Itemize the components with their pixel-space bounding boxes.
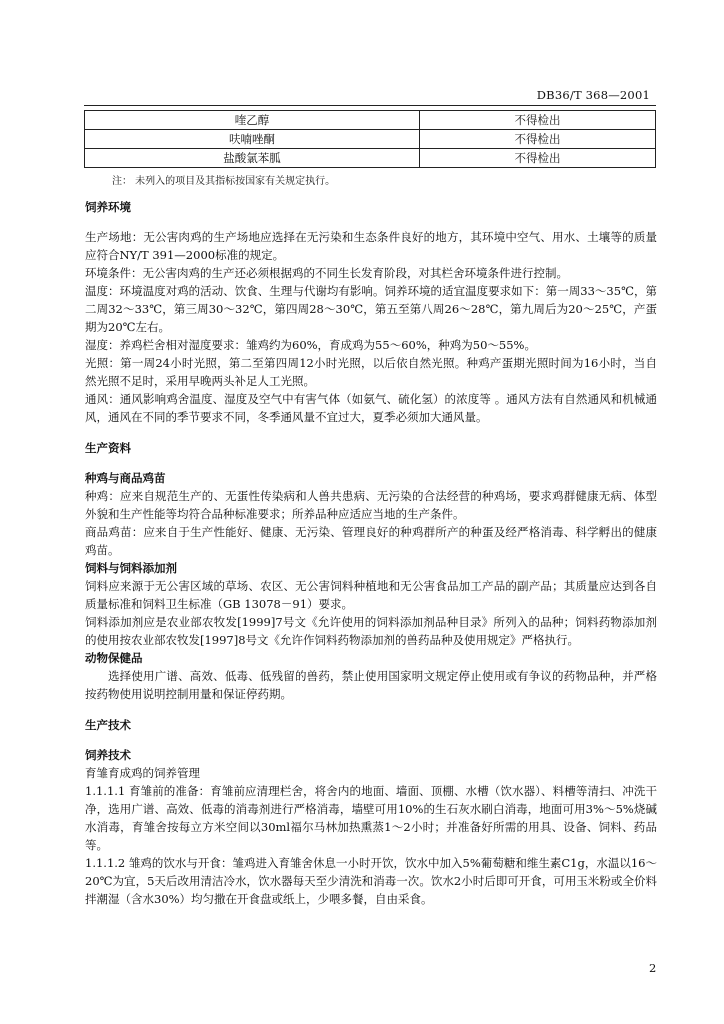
- document-body: [85, 198, 657, 908]
- table-cell-item: 喹乙醇: [85, 111, 420, 130]
- paragraph: 光照：第一周24小时光照，第二至第四周12小时光照，以后依自然光照。种鸡产蛋期光照时间为16小时，当自然光照不足时，采用早晚两头补足人工光照。: [85, 356, 657, 388]
- paragraph: 环境条件：无公害肉鸡的生产还必须根据鸡的不同生长发育阶段，对其栏舍环境条件进行控制。: [85, 266, 568, 280]
- table-row: [85, 130, 656, 149]
- table-cell-limit: 不得检出: [420, 130, 656, 149]
- residue-limit-table: [84, 110, 656, 168]
- paragraph: 商品鸡苗：应来自于生产性能好、健康、无污染、管理良好的种鸡群所产的种蛋及经严格消毒、科学孵出的健康鸡苗。: [85, 525, 657, 557]
- subsection-heading-breed: 种鸡与商品鸡苗: [85, 471, 166, 485]
- page-number: 2: [649, 961, 657, 975]
- subsection-title: 育雏育成鸡的饲养管理: [85, 766, 200, 780]
- section-heading-materials: 生产资料: [85, 441, 131, 455]
- table-cell-item: 呋喃唑酮: [85, 130, 420, 149]
- paragraph: 通风：通风影响鸡舍温度、湿度及空气中有害气体（如氨气、硫化氢）的浓度等 。通风方法有自然通风和机械通风，通风在不同的季节要求不同，冬季通风量不宜过大，夏季必须加大通风量。: [85, 392, 657, 424]
- table-row: [85, 149, 656, 168]
- section-heading-tech: 生产技术: [85, 718, 131, 732]
- table-cell-item: 盐酸氯苯胍: [85, 149, 420, 168]
- paragraph: 选择使用广谱、高效、低毒、低残留的兽药，禁止使用国家明文规定停止使用或有争议的药物品种，并严格按药物使用说明控制用量和保证停药期。: [85, 669, 657, 701]
- paragraph: 种鸡：应来自规范生产的、无蛋性传染病和人兽共患病、无污染的合法经营的种鸡场，要求鸡群健康无病、体型外貌和生产性能等均符合品种标准要求；所养品种应适应当地的生产条件。: [85, 489, 657, 521]
- paragraph: 1.1.1.1 育雏前的准备：育雏前应清理栏舍，将舍内的地面、墙面、顶棚、水槽（饮水器）、料槽等清扫、冲洗干净，选用广谱、高效、低毒的消毒剂进行严格消毒，墙壁可用10%的生石灰水刷白消毒，地面可用3%～5%烧碱水消毒，育雏舍按每立方米空间以30ml福尔马林加热熏蒸1～2小时；并准备好所需的用具、设备、饲料、药品等。: [85, 784, 657, 852]
- table-note: 注： 未列入的项目及其指标按国家有关规定执行。: [112, 176, 336, 187]
- table-cell-limit: 不得检出: [420, 111, 656, 130]
- paragraph: 饲料添加剂应是农业部农牧发[1999]7号文《允许使用的饲料添加剂品种目录》所列入的品种；饲料药物添加剂的使用按农业部农牧发[1997]8号文《允许作饲料药物添加剂的兽药品种及使用规定》严格执行。: [85, 615, 657, 647]
- standard-code: DB36/T 368—2001: [536, 88, 650, 102]
- paragraph: 温度：环境温度对鸡的活动、饮食、生理与代谢均有影响。饲养环境的适宜温度要求如下：第一周33～35℃，第二周32～33℃，第三周30～32℃，第四周28～30℃，第五至第八周26～28℃，第九周后为20～25℃，产蛋期为20℃左右。: [85, 284, 657, 334]
- section-heading-environment: 饲养环境: [85, 200, 131, 214]
- subsection-heading-vet: 动物保健品: [85, 651, 143, 665]
- paragraph: 1.1.1.2 雏鸡的饮水与开食：雏鸡进入育雏舍休息一小时开饮，饮水中加入5%葡萄糖和维生素C1g，水温以16～20℃为宜，5天后改用清洁冷水，饮水器每天至少清洗和消毒一次。饮水2小时后即可开食，可用玉米粉或全价料拌潮湿（含水30%）均匀撒在开食盘或纸上，少喂多餐，自由采食。: [85, 856, 657, 906]
- subsection-heading-feeding: 饲养技术: [85, 748, 131, 762]
- paragraph: 生产场地：无公害肉鸡的生产场地应选择在无污染和生态条件良好的地方，其环境中空气、用水、土壤等的质量应符合NY/T 391—2000标准的规定。: [85, 230, 657, 262]
- subsection-heading-feed: 饲料与饲料添加剂: [85, 561, 177, 575]
- table-row: [85, 111, 656, 130]
- header-rule: [84, 105, 656, 106]
- paragraph: 湿度：养鸡栏舍相对湿度要求：雏鸡约为60%，育成鸡为55～60%，种鸡为50～55%。: [85, 338, 536, 352]
- table-cell-limit: 不得检出: [420, 149, 656, 168]
- paragraph: 饲料应来源于无公害区域的草场、农区、无公害饲料种植地和无公害食品加工产品的副产品；其质量应达到各自质量标准和饲料卫生标准（GB 13078－91）要求。: [85, 579, 657, 611]
